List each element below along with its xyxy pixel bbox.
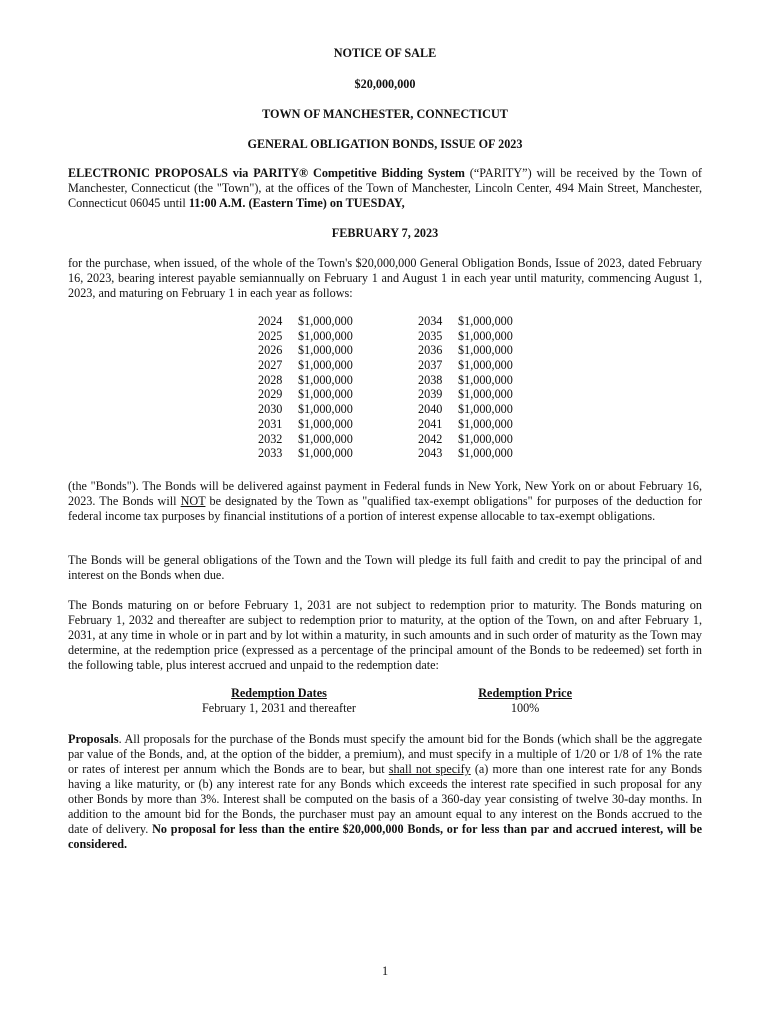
maturity-amount: $1,000,000 — [458, 328, 513, 343]
maturity-year: 2039 — [418, 387, 443, 402]
maturity-year: 2035 — [418, 328, 443, 343]
bonds-text-before: (the "Bonds"). The Bonds will be delivered against payment in Federal funds in New York, New York on or about February 16, 2023. The Bonds will — [68, 479, 702, 508]
maturity-row — [418, 402, 548, 417]
maturity-amount: $1,000,000 — [298, 402, 353, 417]
maturity-amount: $1,000,000 — [298, 446, 353, 461]
maturity-year: 2024 — [258, 314, 283, 328]
maturity-amount: $1,000,000 — [298, 416, 353, 431]
maturity-row — [258, 329, 388, 344]
proposals-text-2: (a) more than one interest rate for any Bonds having a like maturity, or (b) any interest rate for any Bonds which exceeds the interest rate specified in such proposal for any other Bonds by more than 3%. Interest shall be computed on the basis of a 360-day year consisting of twelve 30-day months. In addition to the amount bid for the Bonds, the purchaser must pay an amount equal to any interest on the Bonds accrued to the date of delivery. — [68, 762, 702, 836]
issuer-heading: TOWN OF MANCHESTER, CONNECTICUT — [262, 107, 508, 121]
proposals-bold-end: No proposal for less than the entire $20,000,000 Bonds, or for less than par and accrued interest, will be considered. — [68, 822, 703, 851]
maturity-row — [418, 417, 548, 432]
maturity-amount: $1,000,000 — [298, 328, 353, 343]
maturity-year: 2041 — [418, 416, 443, 431]
maturity-year: 2027 — [258, 358, 283, 373]
maturity-row — [418, 446, 548, 461]
maturity-year: 2025 — [258, 328, 283, 343]
maturity-column-left — [258, 314, 388, 461]
redemption-table — [202, 686, 572, 716]
maturity-year: 2031 — [258, 416, 283, 431]
maturity-amount: $1,000,000 — [458, 402, 513, 417]
notice-title: NOTICE OF SALE — [333, 46, 437, 60]
maturity-year: 2038 — [418, 372, 443, 387]
proposals-underlined: shall not specify — [388, 762, 471, 776]
maturity-year: 2028 — [258, 372, 283, 387]
maturity-row — [258, 387, 388, 402]
maturity-column-right — [418, 314, 548, 461]
maturity-year: 2043 — [418, 446, 443, 461]
maturity-row — [258, 314, 388, 329]
maturity-amount: $1,000,000 — [298, 358, 353, 373]
maturity-amount: $1,000,000 — [458, 416, 513, 431]
proposals-paragraph — [68, 732, 702, 852]
maturity-row — [418, 329, 548, 344]
intro-bold-lead: ELECTRONIC PROPOSALS via PARITY® Competitive Bidding System — [68, 166, 465, 180]
maturity-row — [258, 432, 388, 447]
maturity-amount: $1,000,000 — [458, 446, 513, 461]
maturity-amount: $1,000,000 — [458, 372, 513, 387]
maturity-row — [258, 373, 388, 388]
maturity-row — [258, 446, 388, 461]
redemption-paragraph: The Bonds maturing on or before February 1, 2031 are not subject to redemption prior to maturity. The Bonds maturing on February 1, 2032 and thereafter are subject to redemption prior to maturity, at the option of the Town, on and after February 1, 2031, at any time in whole or in part and by lot within a maturity, in such amounts and in such order of maturity as the Town may determine, at the redemption price (expressed as a percentage of the principal amount of the Bonds to be redeemed) set forth in the following table, plus interest accrued and unpaid to the redemption date: — [68, 598, 702, 672]
maturity-amount: $1,000,000 — [458, 314, 513, 328]
maturity-row — [258, 417, 388, 432]
maturity-amount: $1,000,000 — [298, 372, 353, 387]
intro-text: (“PARITY”) will be received by the Town of Manchester, Connecticut (the "Town"), at the offices of the Town of Manchester, Lincoln Center, 494 Main Street, Manchester, Connecticut 06045 until — [68, 166, 702, 210]
redemption-price-header: Redemption Price — [478, 686, 572, 700]
maturity-row — [418, 373, 548, 388]
maturity-year: 2040 — [418, 402, 443, 417]
maturity-year: 2037 — [418, 358, 443, 373]
maturity-schedule — [258, 314, 548, 461]
intro-bold-time: 11:00 A.M. (Eastern Time) on TUESDAY, — [188, 196, 405, 210]
issue-heading: GENERAL OBLIGATION BONDS, ISSUE OF 2023 — [247, 137, 523, 151]
maturity-amount: $1,000,000 — [298, 343, 353, 358]
maturity-year: 2026 — [258, 343, 283, 358]
maturity-amount: $1,000,000 — [298, 314, 353, 328]
maturity-year: 2036 — [418, 343, 443, 358]
bonds-text-after: be designated by the Town as "qualified tax-exempt obligations" for purposes of the deduction for federal income tax purposes by financial institutions of a portion of interest expense allocable to tax-exempt obligations. — [68, 494, 702, 523]
maturity-row — [418, 432, 548, 447]
intro-paragraph — [68, 166, 702, 211]
maturity-year: 2030 — [258, 402, 283, 417]
maturity-amount: $1,000,000 — [298, 387, 353, 402]
redemption-price-column — [478, 686, 572, 716]
maturity-year: 2029 — [258, 387, 283, 402]
purchase-paragraph: for the purchase, when issued, of the whole of the Town's $20,000,000 General Obligation Bonds, Issue of 2023, dated February 16, 2023, bearing interest payable semiannually on February 1 and August 1 in each year until maturity, commencing August 1, 2023, and maturing on February 1 in each year as follows: — [68, 256, 702, 300]
redemption-dates-value: February 1, 2031 and thereafter — [202, 701, 356, 715]
maturity-row — [258, 402, 388, 417]
maturity-row — [418, 387, 548, 402]
maturity-row — [418, 343, 548, 358]
proposals-bold-lead: Proposals — [68, 732, 119, 746]
maturity-year: 2042 — [418, 431, 443, 446]
maturity-row — [418, 358, 548, 373]
maturity-year: 2032 — [258, 431, 283, 446]
bonds-paragraph — [68, 479, 702, 524]
maturity-year: 2033 — [258, 446, 283, 461]
sale-date-heading: FEBRUARY 7, 2023 — [331, 226, 439, 240]
redemption-dates-header: Redemption Dates — [231, 686, 327, 700]
bonds-not-underlined: NOT — [180, 494, 206, 508]
proposals-text-1: . All proposals for the purchase of the Bonds must specify the amount bid for the Bonds (which shall be the aggregate par value of the Bonds, and, at the option of the bidder, a premium), and must specify in a multiple of 1/20 or 1/8 of 1% the rate or rates of interest per annum which the Bonds are to bear, but — [68, 732, 702, 776]
maturity-year: 2034 — [418, 314, 443, 328]
general-obligation-paragraph: The Bonds will be general obligations of the Town and the Town will pledge its full faith and credit to pay the principal of and interest on the Bonds when due. — [68, 553, 702, 582]
maturity-amount: $1,000,000 — [298, 431, 353, 446]
redemption-price-value: 100% — [510, 701, 540, 715]
bond-amount-heading: $20,000,000 — [354, 77, 416, 91]
maturity-amount: $1,000,000 — [458, 387, 513, 402]
maturity-row — [258, 343, 388, 358]
maturity-row — [418, 314, 548, 329]
maturity-amount: $1,000,000 — [458, 343, 513, 358]
maturity-row — [258, 358, 388, 373]
maturity-amount: $1,000,000 — [458, 358, 513, 373]
maturity-amount: $1,000,000 — [458, 431, 513, 446]
redemption-dates-column — [202, 686, 356, 716]
page-number: 1 — [381, 964, 389, 978]
